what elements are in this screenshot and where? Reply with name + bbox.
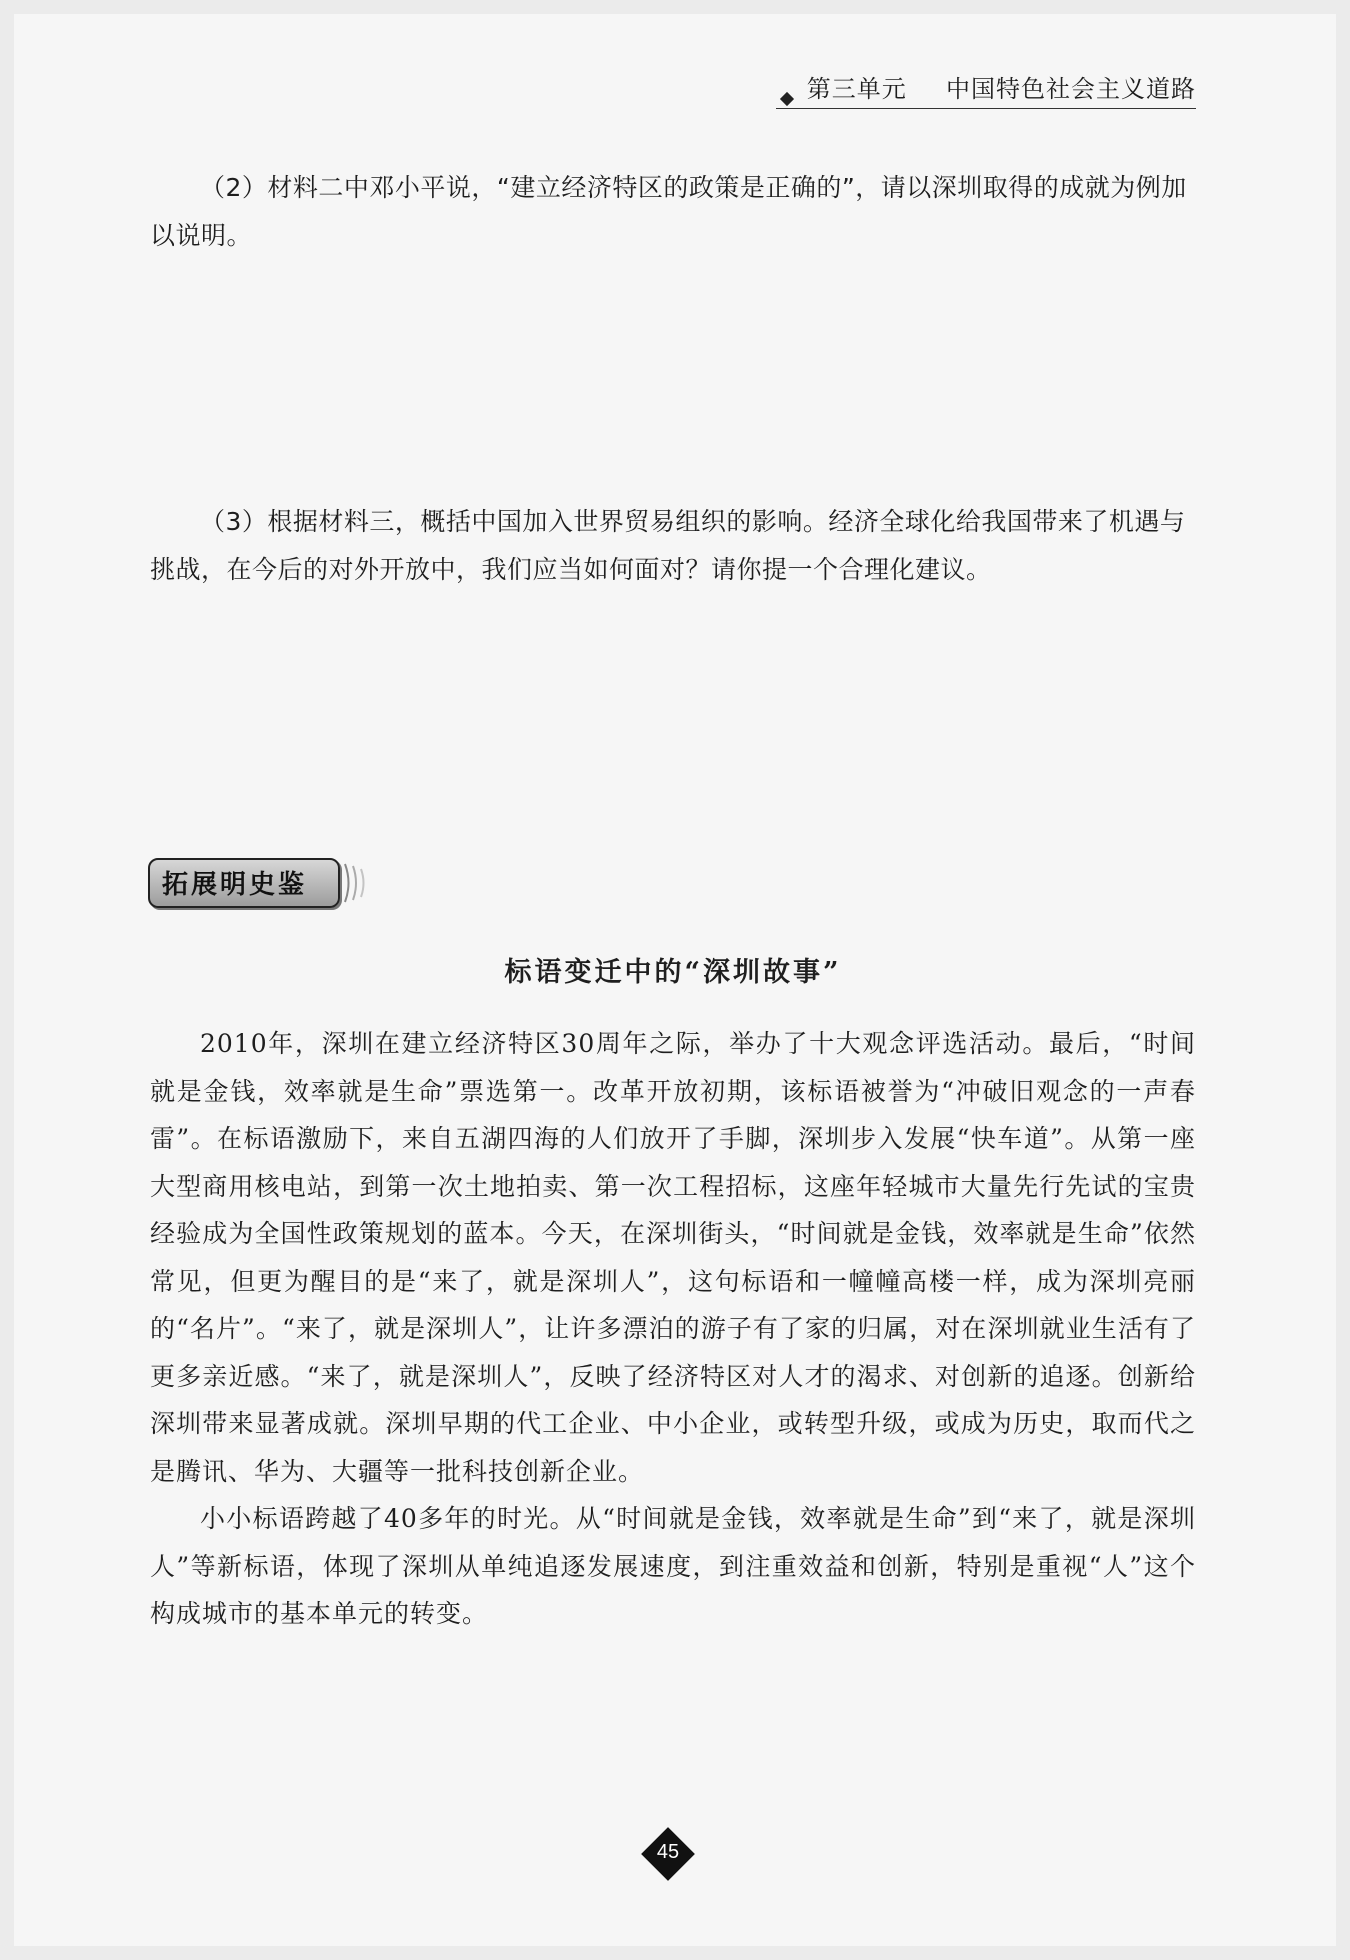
page-number: 45 bbox=[656, 1841, 680, 1863]
diamond-bullet-icon bbox=[780, 92, 794, 106]
section-badge bbox=[148, 858, 370, 908]
page-number-badge bbox=[642, 1828, 696, 1882]
article-body bbox=[150, 1020, 1196, 1638]
question-3-text: （3）根据材料三，概括中国加入世界贸易组织的影响。经济全球化给我国带来了机遇与挑战，在今后的对外开放中，我们应当如何面对？请你提一个合理化建议。 bbox=[150, 507, 1186, 584]
article-title: 标语变迁中的“深圳故事” bbox=[504, 957, 842, 988]
question-3 bbox=[150, 498, 1196, 594]
question-2-text: （2）材料二中邓小平说，“建立经济特区的政策是正确的”，请以深圳取得的成就为例加以说明。 bbox=[150, 173, 1187, 250]
header-title: 中国特色社会主义道路 bbox=[946, 75, 1196, 103]
badge-speed-lines-icon bbox=[342, 862, 372, 904]
question-2 bbox=[150, 164, 1196, 260]
article-paragraph-2: 小小标语跨越了40多年的时光。从“时间就是金钱，效率就是生命”到“来了，就是深圳人”等新标语，体现了深圳从单纯追逐发展速度，到注重效益和创新，特别是重视“人”这个构成城市的基本单元的转变。 bbox=[150, 1504, 1196, 1628]
article-paragraph-1: 2010年，深圳在建立经济特区30周年之际，举办了十大观念评选活动。最后，“时间就是金钱，效率就是生命”票选第一。改革开放初期，该标语被誉为“冲破旧观念的一声春雷”。在标语激励下，来自五湖四海的人们放开了手脚，深圳步入发展“快车道”。从第一座大型商用核电站，到第一次土地拍卖、第一次工程招标，这座年轻城市大量先行先试的宝贵经验成为全国性政策规划的蓝本。今天，在深圳街头，“时间就是金钱，效率就是生命”依然常见，但更为醒目的是“来了，就是深圳人”，这句标语和一幢幢高楼一样，成为深圳亮丽的“名片”。“来了，就是深圳人”，让许多漂泊的游子有了家的归属，对在深圳就业生活有了更多亲近感。“来了，就是深圳人”，反映了经济特区对人才的渴求、对创新的追逐。创新给深圳带来显著成就。深圳早期的代工企业、中小企业，或转型升级，或成为历史，取而代之是腾讯、华为、大疆等一批科技创新企业。 bbox=[150, 1029, 1196, 1486]
section-badge-label: 拓展明史鉴 bbox=[162, 870, 308, 900]
header-unit: 第三单元 bbox=[806, 75, 907, 103]
running-header bbox=[776, 72, 1196, 109]
